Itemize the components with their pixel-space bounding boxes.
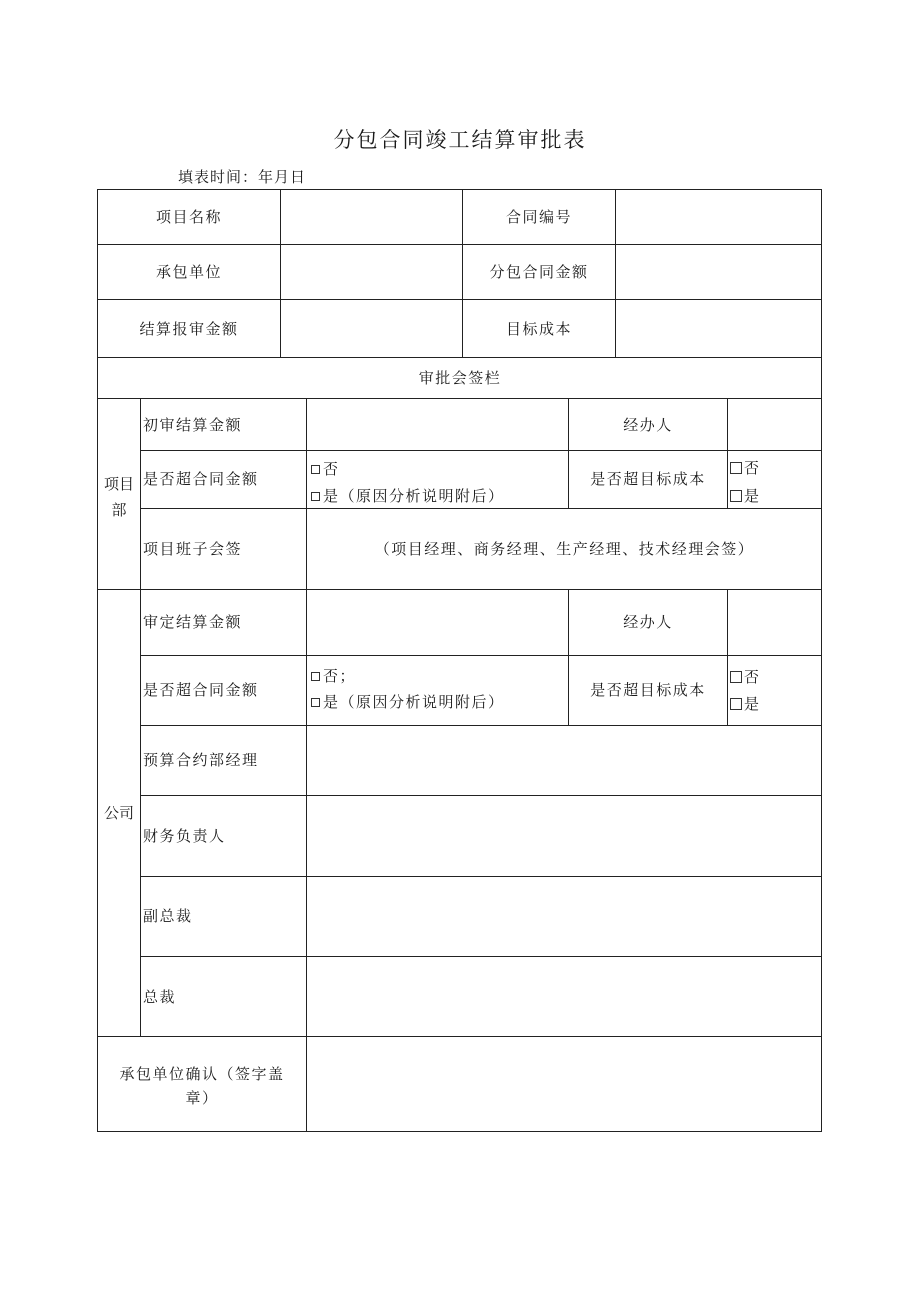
- project-dept-label: 项目 部: [103, 475, 134, 519]
- checkbox-icon[interactable]: [311, 492, 320, 501]
- col-divider: [280, 189, 281, 357]
- row-divider: [97, 244, 822, 245]
- budget-manager-label: 预算合约部经理: [143, 751, 259, 769]
- row-divider: [140, 956, 822, 957]
- exceed-target-label: 是否超目标成本: [590, 681, 706, 699]
- president-label: 总裁: [143, 988, 177, 1006]
- vice-president-label: 副总裁: [143, 907, 193, 925]
- row-divider: [140, 725, 822, 726]
- checkbox-icon[interactable]: [311, 465, 320, 474]
- checkbox-icon[interactable]: [730, 462, 742, 474]
- col-divider: [727, 398, 728, 508]
- checkbox-icon[interactable]: [311, 698, 320, 707]
- row-divider: [140, 876, 822, 877]
- team-sign-label: 项目班子会签: [143, 540, 243, 558]
- team-sign-note: （项目经理、商务经理、生产经理、技术经理会签）: [374, 540, 755, 558]
- approved-amount-label: 审定结算金额: [143, 613, 243, 631]
- handler-label: 经办人: [623, 416, 673, 434]
- initial-amount-label: 初审结算金额: [143, 416, 243, 434]
- contract-no-label: 合同编号: [505, 208, 572, 226]
- page-title: 分包合同竣工结算审批表: [333, 128, 587, 152]
- col-divider: [615, 189, 616, 357]
- project-name-label: 项目名称: [155, 208, 222, 226]
- row-divider: [97, 398, 822, 399]
- exceed-target-option-no[interactable]: 否: [730, 458, 761, 478]
- row-divider: [97, 357, 822, 358]
- col-divider: [727, 589, 728, 725]
- contractor-label: 承包单位: [155, 263, 222, 281]
- contractor-confirm-label: 承包单位确认（签字盖 章）: [119, 1065, 285, 1107]
- row-divider: [97, 589, 822, 590]
- col-divider: [306, 398, 307, 1132]
- col-divider: [140, 398, 141, 1036]
- exceed-contract-label: 是否超合同金额: [143, 470, 259, 488]
- exceed-contract-option-yes[interactable]: 是（原因分析说明附后）: [311, 692, 505, 712]
- col-divider: [568, 589, 569, 725]
- settlement-amount-label: 结算报审金额: [139, 320, 239, 338]
- exceed-target-option-yes[interactable]: 是: [730, 694, 761, 714]
- handler-label: 经办人: [623, 613, 673, 631]
- row-divider: [140, 508, 822, 509]
- row-divider: [140, 655, 822, 656]
- finance-head-label: 财务负责人: [143, 827, 226, 845]
- checkbox-icon[interactable]: [730, 698, 742, 710]
- exceed-contract-option-no[interactable]: 否；: [311, 666, 356, 686]
- exceed-contract-option-yes[interactable]: 是（原因分析说明附后）: [311, 486, 505, 506]
- row-divider: [97, 299, 822, 300]
- exceed-target-option-yes[interactable]: 是: [730, 486, 761, 506]
- approval-header: 审批会签栏: [418, 369, 502, 387]
- row-divider: [140, 795, 822, 796]
- exceed-contract-option-no[interactable]: 否: [311, 459, 340, 479]
- exceed-target-label: 是否超目标成本: [590, 470, 706, 488]
- target-cost-label: 目标成本: [505, 320, 572, 338]
- checkbox-icon[interactable]: [311, 672, 320, 681]
- exceed-contract-label: 是否超合同金额: [143, 681, 259, 699]
- row-divider: [97, 1036, 822, 1037]
- company-label: 公司: [103, 804, 134, 822]
- checkbox-icon[interactable]: [730, 490, 742, 502]
- fill-time: 填表时间：年月日: [178, 168, 307, 186]
- row-divider: [140, 450, 822, 451]
- subcontract-amount-label: 分包合同金额: [489, 263, 589, 281]
- exceed-target-option-no[interactable]: 否: [730, 667, 761, 687]
- checkbox-icon[interactable]: [730, 671, 742, 683]
